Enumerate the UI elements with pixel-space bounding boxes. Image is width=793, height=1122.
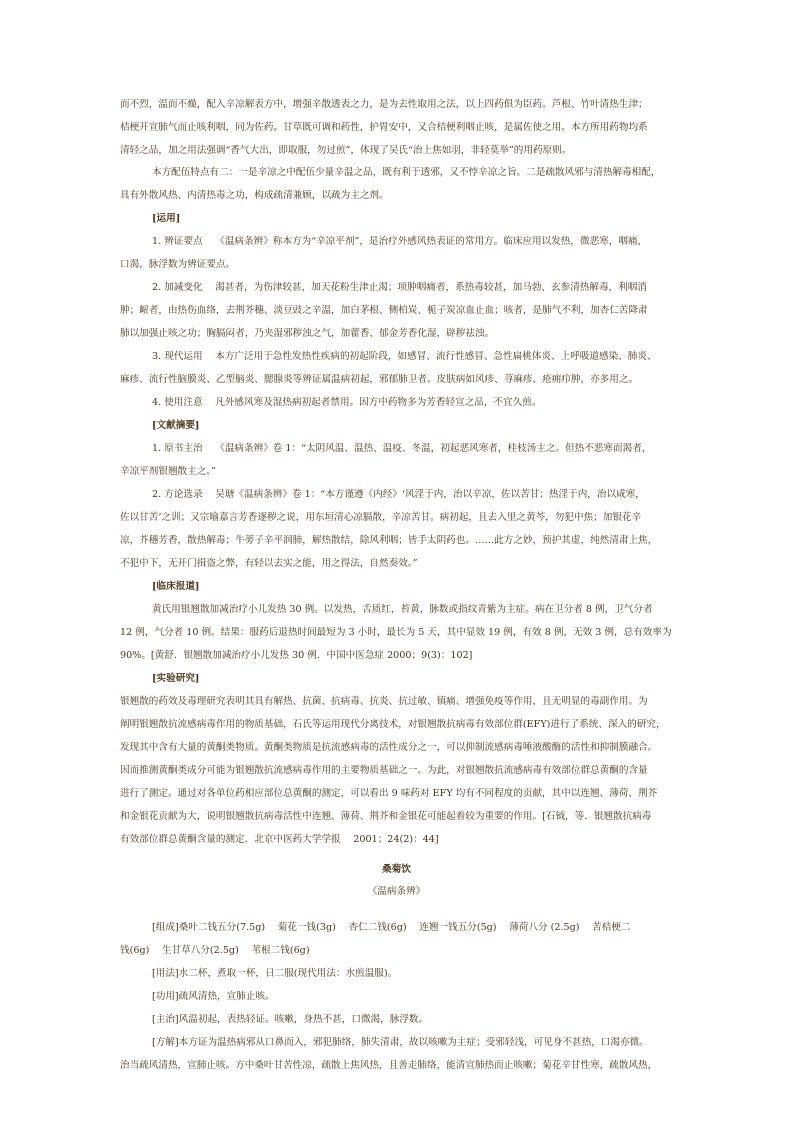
text-line: 2. 方论选录 吴瑭《温病条辨》卷 1：“本方谨遵《内经》‘风淫于内，治以辛凉，佐以苦甘；热淫于内，治以咸寒， (152, 489, 645, 500)
composition-line: [组成]桑叶二钱五分(7.5g) 菊花一钱(3g) 杏仁二钱(6g) 连翘一钱五分(5g) 薄荷八分 (2.5g) 苦桔梗二 (152, 922, 631, 933)
text-line: 黄氏用银翘散加减治疗小儿发热 30 例。以发热，舌质红，苔黄，脉数或指纹青紫为主症。病在卫分者 8 例，卫气分者 (152, 604, 653, 615)
text-line: 佐以甘苦’之训；又宗喻嘉言芳香逐秽之说，用东垣清心凉膈散，辛凉苦甘。病初起，且去入里之黄芩，勿犯中焦；加银花辛 (120, 512, 642, 523)
text-line: 不犯中下，无开门揖盗之弊，有轻以去实之能，用之得法，自然奏效。” (120, 558, 418, 569)
text-line: 麻疹、流行性脑膜炎、乙型脑炎、腮腺炎等辨证属温病初起，邪郁肺卫者。皮肤病如风疹、荨麻疹、疮痈疖肿，亦多用之。 (120, 374, 639, 385)
text-line: 肺以加强止咳之功；胸膈闷者，乃夹湿邪秽浊之气，加藿香、郁金芳香化湿，辟秽祛浊。 (120, 328, 495, 339)
text-line: 90%。[黄舒．银翘散加减治疗小儿发热 30 例．中国中医急症 2000；9(3)：102] (120, 650, 473, 661)
text-line: 阐明银翘散抗流感病毒作用的物质基础，石氏等运用现代分离技术，对银翘散抗病毒有效部位群(EFY)进行了系统、深入的研究， (120, 719, 666, 730)
text-line: 1. 原书主治 《温病条辨》卷 1：“太阴风温、温热、温疫、冬温，初起恶风寒者，桂枝汤主之。但热不恶寒而渴者， (152, 443, 652, 454)
section-heading-clinical: [临床报道] (152, 581, 200, 592)
text-line: 进行了测定。通过对各单位药相应部位总黄酮的测定，可以看出 9 味药对 EFY 均有不同程度的贡献，其中以连翘、薄荷、荆芥 (120, 788, 658, 799)
text-line: 1. 辨证要点 《温病条辨》称本方为“辛凉平剂”，是治疗外感风热表证的常用方。临床应用以发热，微恶寒，咽痛， (152, 236, 648, 247)
text-line: 桔梗开宣肺气而止咳利咽，同为佐药。甘草既可调和药性，护胃安中，又合桔梗利咽止咳，是属佐使之用。本方所用药物均系 (120, 122, 648, 133)
function-line: [功用]疏风清热，宣肺止咳。 (152, 991, 275, 1002)
text-line: 清轻之品，加之用法强调“香气大出，即取服，勿过煎”，体现了吴氏“治上焦如羽，非轻莫举”的用药原则。 (120, 145, 572, 156)
text-line: 有效部位群总黄酮含量的测定．北京中医药大学学报 2001；24(2)：44] (120, 834, 439, 845)
composition-line: 钱(6g) 生甘草八分(2.5g) 苇根二钱(6g) (120, 945, 310, 956)
section-heading-usage: [运用] (152, 213, 181, 224)
text-line: 2. 加减变化 渴甚者，为伤津较甚，加天花粉生津止渴；项肿咽痛者，系热毒较甚，加马勃、玄参清热解毒，利咽消 (152, 282, 647, 293)
text-line: 口渴，脉浮数为辨证要点。 (120, 259, 236, 270)
text-line: 4. 使用注意 凡外感风寒及湿热病初起者禁用。因方中药物多为芳香轻宣之品，不宜久煎。 (152, 397, 542, 408)
text-line: 12 例，气分者 10 例。结果：服药后退热时间最短为 3 小时，最长为 5 天，其中显效 19 例，有效 8 例，无效 3 例，总有效率为 (120, 627, 672, 638)
text-line: 具有外散风热、内清热毒之功，构成疏清兼顾，以疏为主之剂。 (120, 190, 389, 201)
analysis-line: [方解]本方证为温热病邪从口鼻而入，邪犯肺络，肺失清肃，故以咳嗽为主症；受邪轻浅，可见身不甚热，口渴亦微。 (152, 1037, 649, 1048)
text-line: 而不烈，温而不燥，配入辛凉解表方中，增强辛散透表之力，是为去性取用之法，以上四药俱为臣药。芦根、竹叶清热生津； (120, 99, 648, 110)
indication-line: [主治]风温初起，表热轻证。咳嗽，身热不甚，口微渴，脉浮数。 (152, 1014, 429, 1025)
text-line: 本方配伍特点有二：一是辛凉之中配伍少量辛温之品，既有利于透邪，又不悖辛凉之旨。二是疏散风邪与清热解毒相配， (152, 167, 661, 178)
text-line: 银翘散的药效及毒理研究表明其具有解热、抗菌、抗病毒、抗炎、抗过敏、镇痛、增强免疫等作用，且无明显的毒副作用。为 (120, 696, 648, 707)
section-heading-experiment: [实验研究] (152, 673, 200, 684)
text-line: 肿；衄者，由热伤血络，去荆芥穗、淡豆豉之辛温，加白茅根、侧柏炭、栀子炭凉血止血；咳者，是肺气不利，加杏仁苦降肃 (120, 305, 648, 316)
formula-source: 《温病条辨》 (367, 886, 426, 897)
text-line: 因而推测黄酮类成分可能为银翘散抗流感病毒作用的主要物质基础之一。为此，对银翘散抗流感病毒有效部位群总黄酮的含量 (120, 765, 648, 776)
text-line: 凉，芥穗芳香，散热解毒；牛蒡子辛平润肺，解热散结，除风利咽；皆手太阴药也。……此方之妙，预护其虚，纯然清肃上焦， (120, 535, 658, 546)
section-heading-literature: [文献摘要] (152, 420, 200, 431)
text-line: 和金银花贡献为大，说明银翘散抗病毒活性中连翘、薄荷、荆芥和金银花可能起着较为重要的作用。[石钺，等．银翘散抗病毒 (120, 811, 652, 822)
text-line: 3. 现代运用 本方广泛用于急性发热性疾病的初起阶段，如感冒、流行性感冒、急性扁桃体炎、上呼吸道感染、肺炎、 (152, 351, 657, 362)
text-line: 发现其中含有大量的黄酮类物质。黄酮类物质是抗流感病毒的活性成分之一，可以抑制流感病毒唾液酸酶的活性和抑制膜融合。 (120, 742, 658, 753)
usage-line: [用法]水二杯，煮取一杯，日二服(现代用法：水煎温服)。 (152, 968, 398, 979)
analysis-line: 治当疏风清热，宣肺止咳。方中桑叶甘苦性凉，疏散上焦风热，且善走肺络，能清宣肺热而止咳嗽；菊花辛甘性寒，疏散风热， (120, 1060, 658, 1071)
formula-title: 桑菊饮 (382, 864, 411, 875)
text-line: 辛凉平剂银翘散主之。” (120, 466, 217, 477)
